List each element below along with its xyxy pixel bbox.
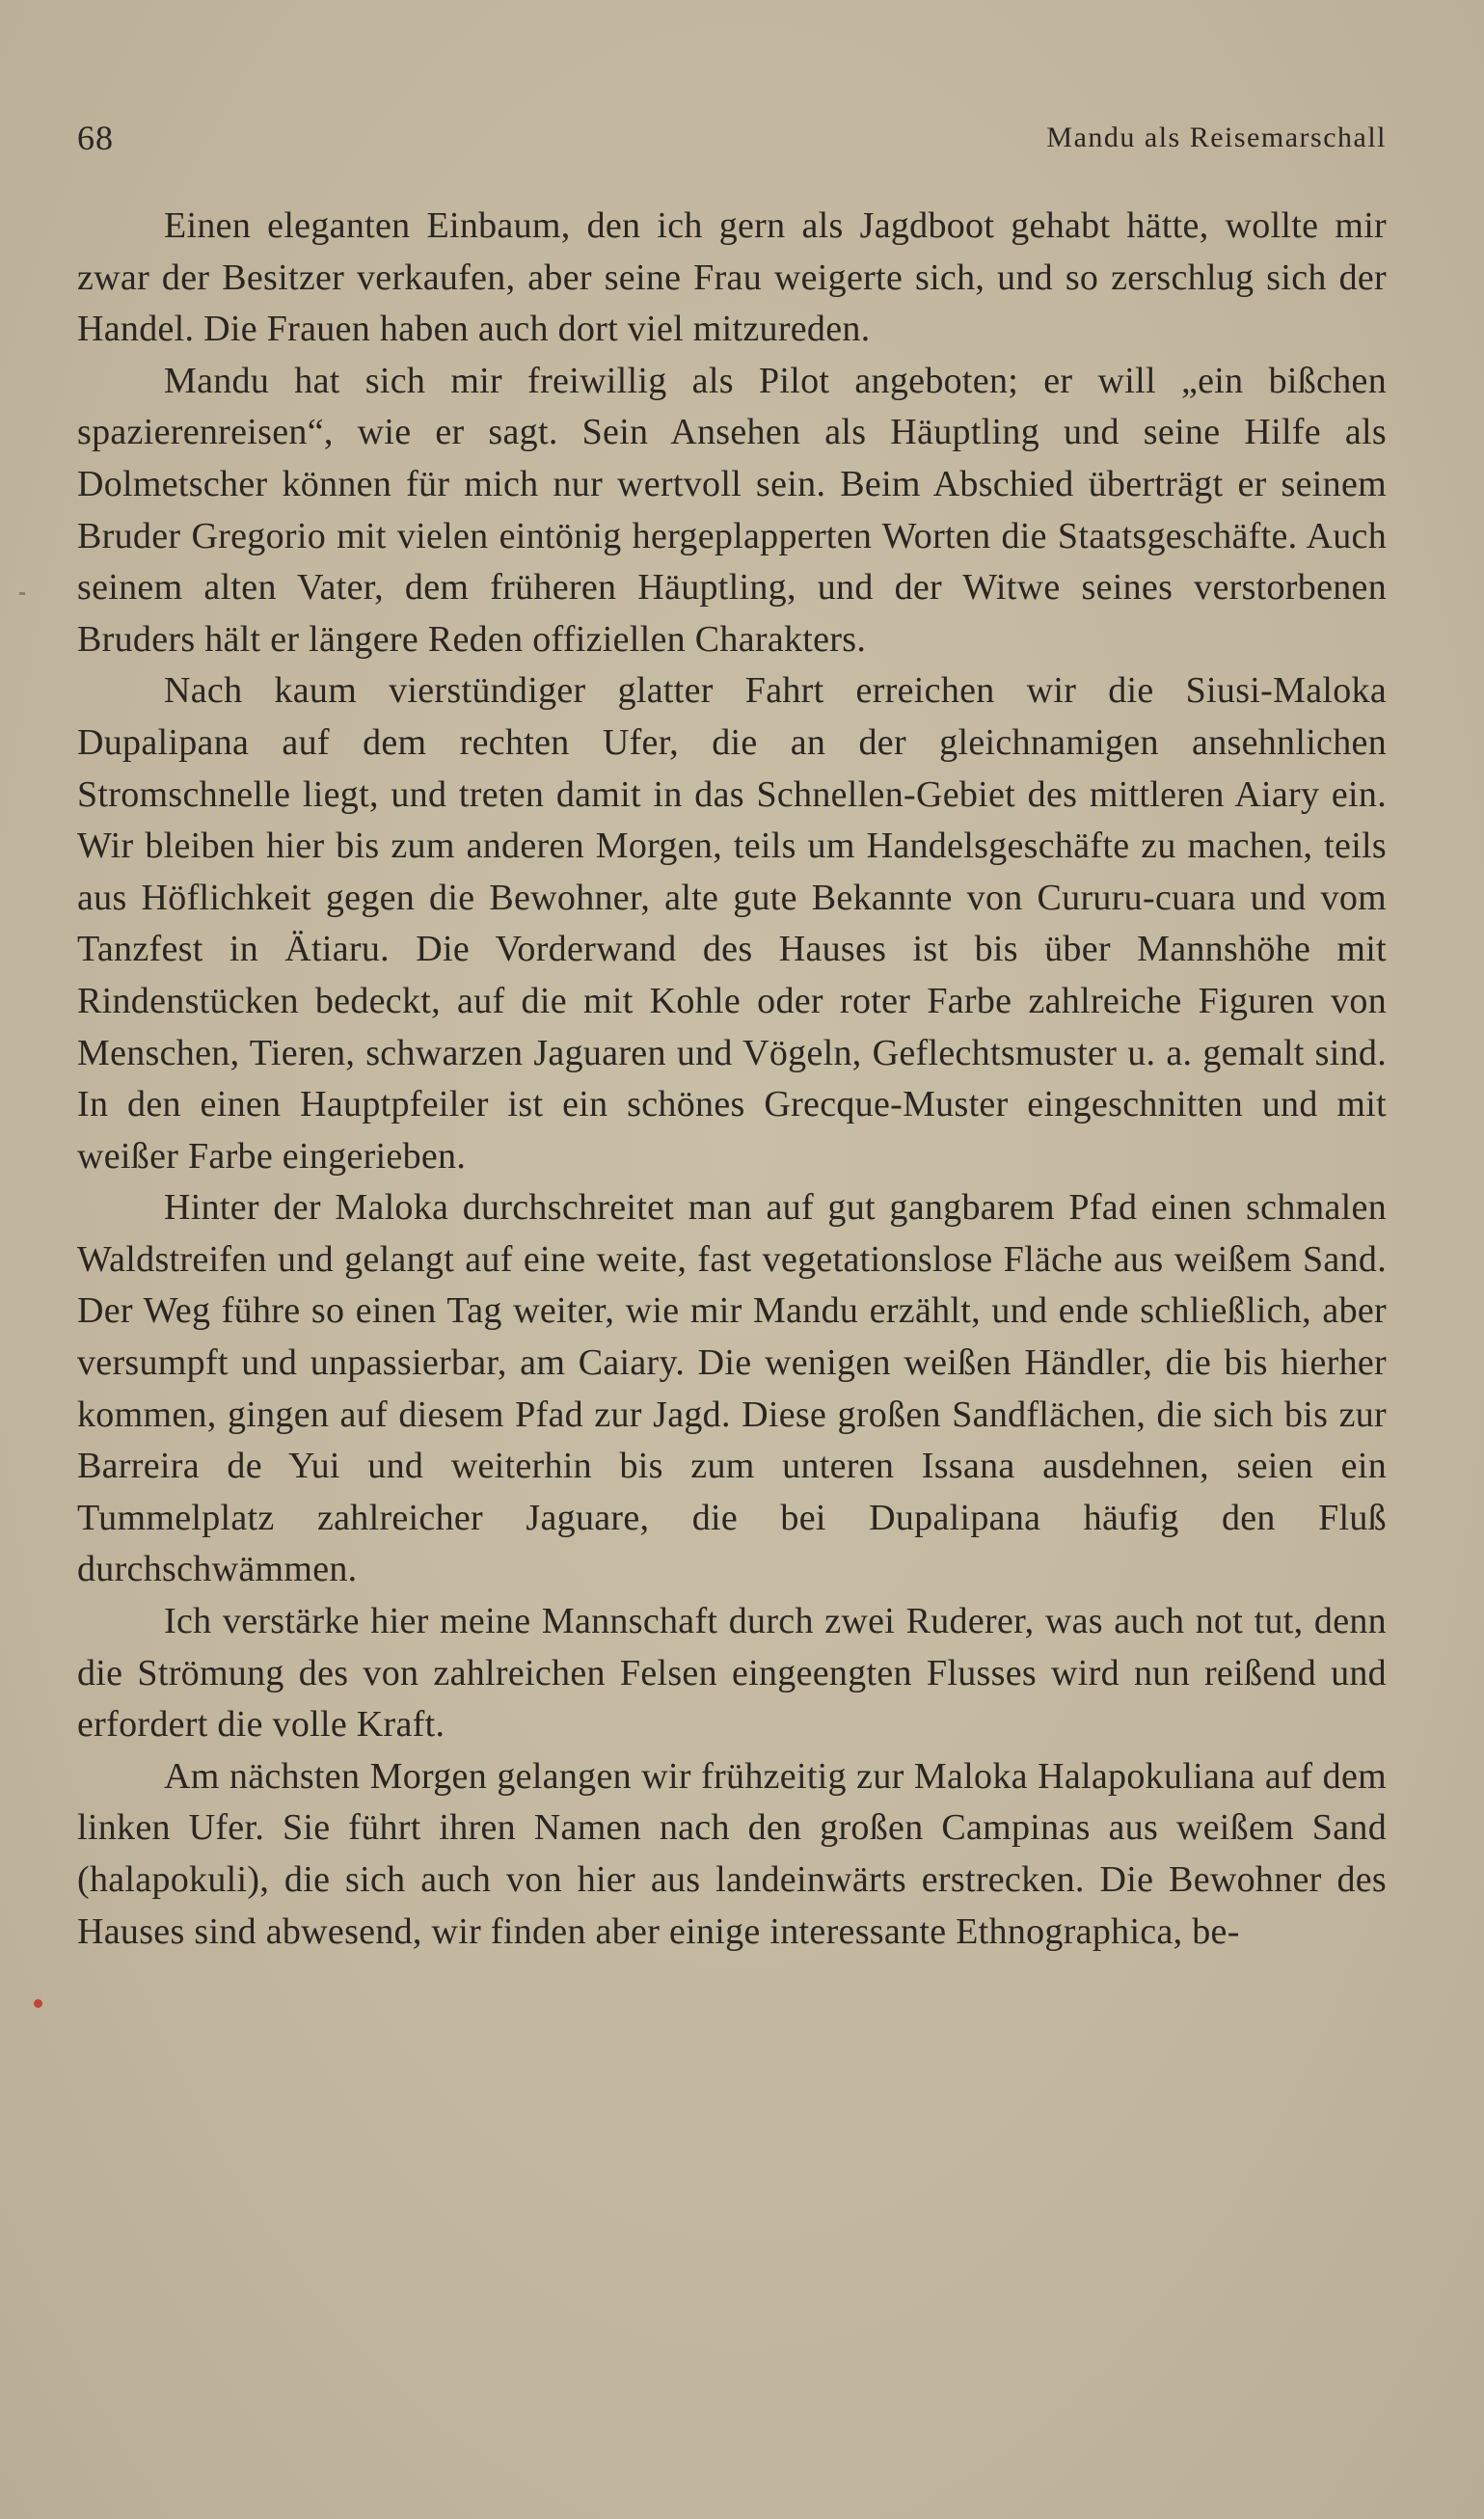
margin-mark [19, 592, 25, 595]
running-title: Mandu als Reisemarschall [1046, 122, 1387, 153]
margin-dot-mark [34, 1999, 42, 2008]
paragraph-6: Am nächsten Morgen gelangen wir frühzeitig zur Maloka Halapokuliana auf dem linken Ufer. Sie führt ihren Namen nach den großen Campinas aus weißem Sand (halapokuli), die sich auch von hier aus landeinwärts erstrecken. Die Bewohner des Hauses sind abwesend, wir finden aber einige interessante Ethnographica, be- [77, 1755, 1387, 1952]
paragraph-4: Hinter der Maloka durchschreitet man auf gut gangbarem Pfad einen schmalen Waldstreifen und gelangt auf eine weite, fast vegetationslose Fläche aus weißem Sand. Der Weg führe so einen Tag weiter, wie mir Mandu erzählt, und ende schließlich, aber versumpft und unpassierbar, am Caiary. Die wenigen weißen Händler, die bis hierher kommen, gingen auf diesem Pfad zur Jagd. Diese großen Sandflächen, die sich bis zur Barreira de Yui und weiterhin bis zum unteren Issana ausdehnen, seien ein Tummelplatz zahlreicher Jaguare, die bei Dupalipana häufig den Fluß durchschwämmen. [77, 1187, 1387, 1590]
paragraph-5: Ich verstärke hier meine Mannschaft durch zwei Ruderer, was auch not tut, denn die Strömung des von zahlreichen Felsen eingeengten Flusses wird nun reißend und erfordert die volle Kraft. [77, 1601, 1387, 1746]
page-number: 68 [77, 119, 114, 157]
paragraph-1: Einen eleganten Einbaum, den ich gern als Jagdboot gehabt hätte, wollte mir zwar der Besitzer verkaufen, aber seine Frau weigerte sich, und so zerschlug sich der Handel. Die Frauen haben auch dort viel mitzureden. [77, 205, 1387, 350]
paragraph-3: Nach kaum vierstündiger glatter Fahrt erreichen wir die Siusi-Maloka Dupalipana auf dem rechten Ufer, die an der gleichnamigen ansehnlichen Stromschnelle liegt, und treten damit in das Schnellen-Gebiet des mittleren Aiary ein. Wir bleiben hier bis zum anderen Morgen, teils um Handelsgeschäfte zu machen, teils aus Höflichkeit gegen die Bewohner, alte gute Bekannte von Cururu-cuara und vom Tanzfest in Ätiaru. Die Vorderwand des Hauses ist bis über Mannshöhe mit Rindenstücken bedeckt, auf die mit Kohle oder roter Farbe zahlreiche Figuren von Menschen, Tieren, schwarzen Jaguaren und Vögeln, Geflechtsmuster u. a. gemalt sind. In den einen Hauptpfeiler ist ein schönes Grecque-Muster eingeschnitten und mit weißer Farbe eingerieben. [77, 670, 1387, 1177]
paragraph-2: Mandu hat sich mir freiwillig als Pilot angeboten; er will „ein bißchen spazierenreisen“, wie er sagt. Sein Ansehen als Häuptling und seine Hilfe als Dolmetscher können für mich nur wertvoll sein. Beim Abschied überträgt er seinem Bruder Gregorio mit vielen eintönig hergeplapperten Worten die Staatsgeschäfte. Auch seinem alten Vater, dem früheren Häuptling, und der Witwe seines verstorbenen Bruders hält er längere Reden offiziellen Charakters. [77, 360, 1387, 660]
body-text [77, 201, 1387, 1958]
page-header [77, 118, 1387, 166]
